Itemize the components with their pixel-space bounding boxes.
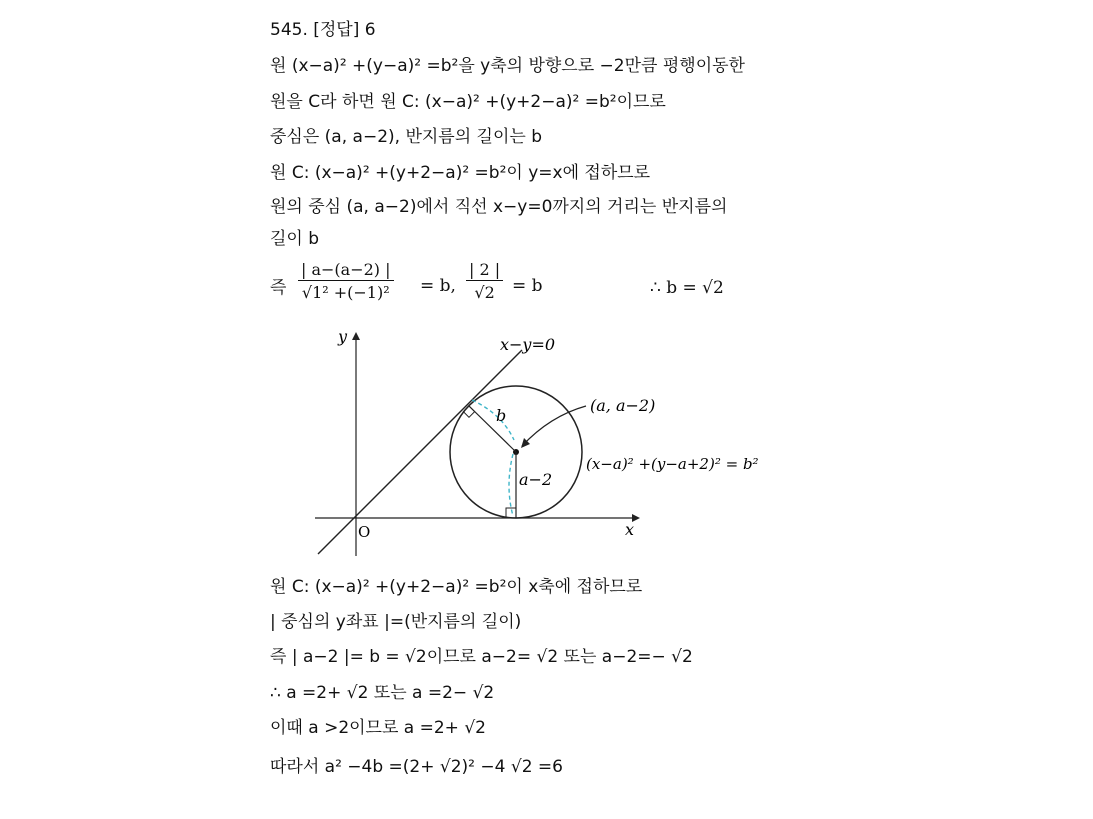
solution-line-10: 즉 | a−2 |= b = √2이므로 a−2= √2 또는 a−2=− √2 bbox=[270, 647, 693, 667]
circle-tangent-figure bbox=[300, 320, 820, 565]
solution-line-9: | 중심의 y좌표 |=(반지름의 길이) bbox=[270, 612, 522, 632]
distance-fraction-numerator: | a−(a−2) | bbox=[298, 260, 394, 281]
radius-label: b bbox=[496, 406, 507, 425]
solution-line-2: 원을 C라 하면 원 C: (x−a)² +(y+2−a)² =b²이므로 bbox=[270, 92, 666, 112]
simplified-fraction-equals: = b bbox=[512, 276, 543, 296]
circle-equation-label: (x−a)² +(y−a+2)² = b² bbox=[586, 455, 759, 473]
radius-brace bbox=[472, 400, 514, 440]
distance-fraction-equals: = b, bbox=[420, 276, 456, 296]
solution-line-12: 이때 a >2이므로 a =2+ √2 bbox=[270, 718, 486, 738]
solution-line-4: 원 C: (x−a)² +(y+2−a)² =b²이 y=x에 접하므로 bbox=[270, 163, 651, 183]
center-label: (a, a−2) bbox=[590, 396, 656, 415]
tangent-line-label: x−y=0 bbox=[500, 335, 556, 354]
simplified-fraction-numerator: | 2 | bbox=[466, 260, 503, 281]
problem-title: 545. [정답] 6 bbox=[270, 20, 376, 40]
simplified-fraction-denominator: √2 bbox=[474, 283, 495, 302]
y-axis-arrow bbox=[352, 332, 360, 340]
distance-fraction bbox=[298, 260, 394, 302]
right-angle-mark-axis bbox=[506, 508, 516, 518]
solution-line-8: 원 C: (x−a)² +(y+2−a)² =b²이 x축에 접하므로 bbox=[270, 577, 643, 597]
y-axis-label: y bbox=[338, 327, 348, 346]
solution-line-1: 원 (x−a)² +(y−a)² =b²을 y축의 방향으로 −2만큼 평행이동한 bbox=[270, 56, 745, 76]
therefore-b: ∴ b = √2 bbox=[650, 278, 724, 298]
solution-line-13: 따라서 a² −4b =(2+ √2)² −4 √2 =6 bbox=[270, 757, 563, 777]
solution-line-7-prefix: 즉 bbox=[270, 278, 287, 298]
solution-line-3: 중심은 (a, a−2), 반지름의 길이는 b bbox=[270, 127, 542, 147]
x-axis-label: x bbox=[625, 520, 635, 539]
tangent-line bbox=[318, 350, 522, 554]
height-brace bbox=[509, 454, 513, 516]
solution-line-6: 길이 b bbox=[270, 229, 320, 249]
solution-line-5: 원의 중심 (a, a−2)에서 직선 x−y=0까지의 거리는 반지름의 bbox=[270, 197, 728, 217]
height-label: a−2 bbox=[519, 470, 553, 489]
origin-label: O bbox=[358, 523, 371, 541]
solution-line-11: ∴ a =2+ √2 또는 a =2− √2 bbox=[270, 683, 495, 703]
distance-fraction-denominator: √1² +(−1)² bbox=[301, 283, 390, 302]
simplified-fraction bbox=[466, 260, 503, 302]
